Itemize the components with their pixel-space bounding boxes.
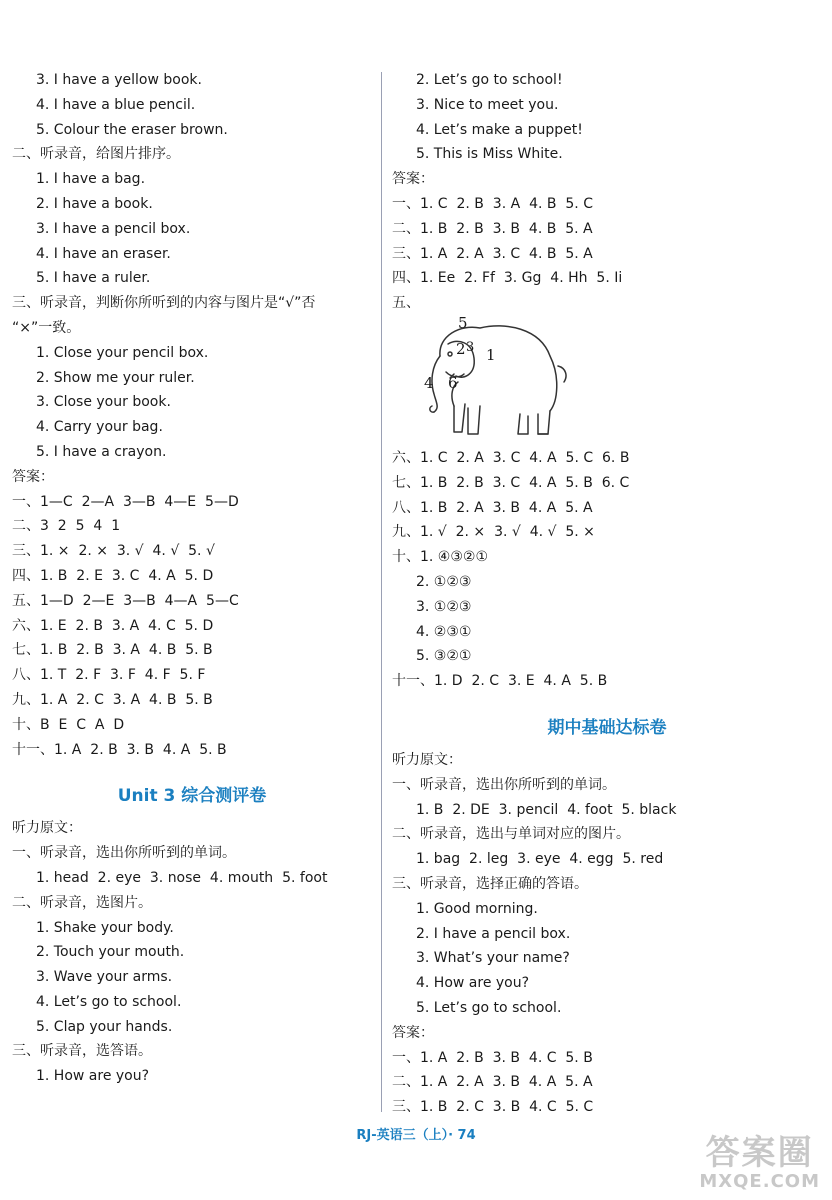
text-line: 二、1. B 2. B 3. B 4. B 5. A bbox=[392, 220, 593, 237]
text-line: 二、听录音，给图片排序。 bbox=[12, 146, 180, 163]
watermark-line1: 答案圈 bbox=[705, 1132, 814, 1173]
text-line: 六、1. E 2. B 3. A 4. C 5. D bbox=[12, 617, 214, 634]
text-line: 3. ①②③ bbox=[416, 598, 472, 615]
text-line: 1. How are you? bbox=[36, 1068, 150, 1085]
text-line: 5. Clap your hands. bbox=[36, 1018, 173, 1035]
elephant-number-2: 2 bbox=[456, 339, 466, 358]
left-answer-lines bbox=[12, 68, 372, 762]
text-line: 4. Let’s make a puppet! bbox=[416, 121, 583, 138]
text-line: 一、听录音，选出你所听到的单词。 bbox=[392, 776, 616, 793]
text-line: 5. ③②① bbox=[416, 648, 472, 665]
text-line: 答案： bbox=[392, 1024, 434, 1041]
text-line: “×”一致。 bbox=[12, 319, 81, 336]
text-line: 九、1. √ 2. × 3. √ 4. √ 5. × bbox=[392, 524, 595, 541]
elephant-number-6: 6 bbox=[448, 373, 458, 392]
text-line: 四、1. Ee 2. Ff 3. Gg 4. Hh 5. Ii bbox=[392, 270, 623, 287]
text-line: 六、1. C 2. A 3. C 4. A 5. C 6. B bbox=[392, 449, 630, 466]
text-line: 5. Let’s go to school. bbox=[416, 999, 562, 1016]
text-line: 一、1. C 2. B 3. A 4. B 5. C bbox=[392, 195, 593, 212]
watermark-line2: MXQE.COM bbox=[699, 1171, 820, 1193]
text-line: 三、听录音，选择正确的答语。 bbox=[392, 875, 588, 892]
text-line: 2. I have a book. bbox=[36, 195, 153, 212]
text-line: 一、听录音，选出你所听到的单词。 bbox=[12, 845, 236, 862]
text-line: 1. head 2. eye 3. nose 4. mouth 5. foot bbox=[36, 869, 328, 886]
text-line: 三、听录音，选答语。 bbox=[12, 1043, 152, 1060]
text-line: 3. I have a yellow book. bbox=[36, 72, 202, 88]
text-line: 3. Nice to meet you. bbox=[416, 96, 559, 113]
right-top-lines bbox=[392, 68, 822, 291]
right-mid-lines bbox=[392, 446, 822, 694]
text-line: 三、1. B 2. C 3. B 4. C 5. C bbox=[392, 1099, 594, 1116]
text-line: 3. Wave your arms. bbox=[36, 969, 173, 986]
text-line: 三、1. A 2. A 3. C 4. B 5. A bbox=[392, 245, 593, 262]
text-line: 三、1. × 2. × 3. √ 4. √ 5. √ bbox=[12, 543, 215, 560]
text-line: 二、3 2 5 4 1 bbox=[12, 518, 121, 535]
elephant-number-3: 3 bbox=[466, 339, 475, 355]
midterm-section-title: 期中基础达标卷 bbox=[547, 717, 667, 738]
text-line: 八、1. B 2. A 3. B 4. A 5. A bbox=[392, 499, 593, 516]
text-line: 答案： bbox=[12, 468, 54, 485]
text-line: 1. bag 2. leg 3. eye 4. egg 5. red bbox=[416, 851, 664, 868]
text-line: 十、1. ④③②① bbox=[392, 549, 489, 566]
text-line: 2. Touch your mouth. bbox=[36, 944, 185, 961]
text-line: 3. Close your book. bbox=[36, 394, 171, 411]
text-line: 4. I have an eraser. bbox=[36, 245, 171, 262]
column-divider bbox=[381, 72, 382, 1112]
text-line: 一、1—C 2—A 3—B 4—E 5—D bbox=[12, 493, 239, 510]
text-line: 1. I have a bag. bbox=[36, 171, 146, 188]
text-line: 二、听录音，选图片。 bbox=[12, 894, 152, 911]
text-line: 九、1. A 2. C 3. A 4. B 5. B bbox=[12, 691, 213, 708]
text-line: 十一、1. D 2. C 3. E 4. A 5. B bbox=[392, 673, 608, 690]
text-line: 2. Show me your ruler. bbox=[36, 369, 195, 386]
text-line: 4. I have a blue pencil. bbox=[36, 96, 196, 113]
text-line: 听力原文： bbox=[392, 751, 462, 768]
text-line: 1. Close your pencil box. bbox=[36, 344, 209, 361]
text-line: 三、听录音，判断你所听到的内容与图片是“√”否 bbox=[12, 295, 316, 312]
text-line: 听力原文： bbox=[12, 820, 82, 837]
text-line: 八、1. T 2. F 3. F 4. F 5. F bbox=[12, 667, 206, 684]
elephant-number-1: 1 bbox=[486, 345, 496, 364]
text-line: 答案： bbox=[392, 171, 434, 188]
text-line: 2. I have a pencil box. bbox=[416, 925, 571, 942]
elephant-number-5: 5 bbox=[458, 313, 468, 332]
elephant-number-4: 4 bbox=[424, 373, 434, 392]
text-line: 4. ②③① bbox=[416, 623, 472, 640]
text-line: 1. Good morning. bbox=[416, 900, 538, 917]
text-line: 4. Carry your bag. bbox=[36, 419, 163, 436]
text-line: 四、1. B 2. E 3. C 4. A 5. D bbox=[12, 567, 214, 584]
text-line: 2. ①②③ bbox=[416, 573, 472, 590]
q5-label: 五、 bbox=[392, 295, 420, 312]
text-line: 二、1. A 2. A 3. B 4. A 5. A bbox=[392, 1074, 593, 1091]
text-line: 3. What’s your name? bbox=[416, 950, 570, 967]
text-line: 一、1. A 2. B 3. B 4. C 5. B bbox=[392, 1049, 593, 1066]
text-line: 5. I have a crayon. bbox=[36, 443, 167, 460]
elephant-illustration bbox=[410, 313, 822, 446]
text-line: 五、1—D 2—E 3—B 4—A 5—C bbox=[12, 592, 239, 609]
text-line: 5. This is Miss White. bbox=[416, 146, 563, 163]
unit3-section-title: Unit 3 综合测评卷 bbox=[117, 786, 267, 807]
midterm-lines bbox=[392, 748, 822, 1120]
text-line: 5. I have a ruler. bbox=[36, 270, 151, 287]
unit3-listening-lines bbox=[12, 816, 372, 1089]
text-line: 1. Shake your body. bbox=[36, 919, 174, 936]
text-line: 5. Colour the eraser brown. bbox=[36, 121, 228, 138]
text-line: 2. Let’s go to school! bbox=[416, 72, 563, 88]
text-line: 七、1. B 2. B 3. C 4. A 5. B 6. C bbox=[392, 474, 630, 491]
text-line: 1. B 2. DE 3. pencil 4. foot 5. black bbox=[416, 801, 677, 818]
left-column bbox=[12, 68, 372, 1089]
right-column bbox=[392, 68, 822, 1120]
elephant-drawing bbox=[410, 313, 580, 446]
text-line: 4. Let’s go to school. bbox=[36, 993, 182, 1010]
text-line: 3. I have a pencil box. bbox=[36, 220, 191, 237]
watermark-logo bbox=[699, 1132, 820, 1193]
text-line: 十、B E C A D bbox=[12, 716, 125, 733]
text-line: 4. How are you? bbox=[416, 975, 530, 992]
text-line: 十一、1. A 2. B 3. B 4. A 5. B bbox=[12, 741, 227, 758]
text-line: 二、听录音，选出与单词对应的图片。 bbox=[392, 826, 630, 843]
text-line: 七、1. B 2. B 3. A 4. B 5. B bbox=[12, 642, 213, 659]
page-footer: RJ-英语三（上）· 74 bbox=[356, 1128, 476, 1143]
